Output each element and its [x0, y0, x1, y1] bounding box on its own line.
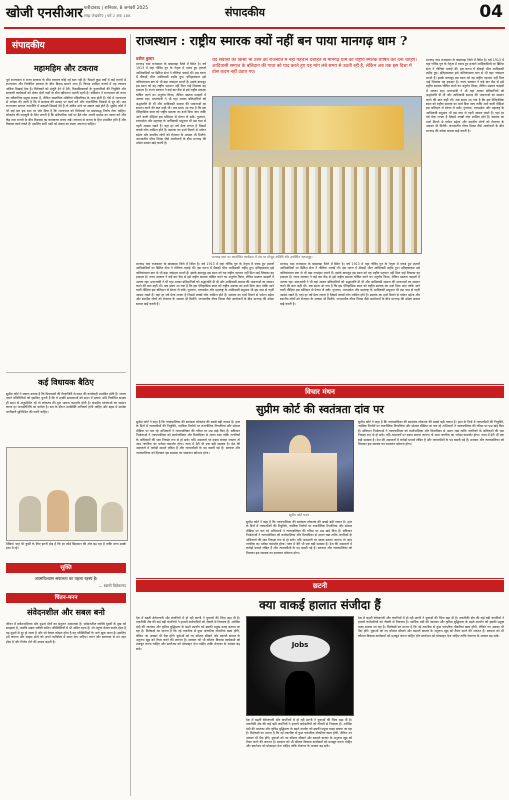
vichar-body-col3: सुप्रीम कोर्ट ने कहा है कि न्यायपालिका की स्वतंत्रता लोकतंत्र की सबसे बड़ी ताकत है। हाल के दिनों में न्यायाधीशों की नियुक्ति, न्यायिक निर्णयों पर राजनीतिक टिप्पणियां और सोशल मीडिया पर चल रहे अभियानों ने न्यायपालिका की गरिमा पर प्रश्न खड़े किए हैं। संविधान निर्माताओं ने न्यायपालिका को कार्यपालिका और विधायिका से अलग रखा ताकि नागरिकों के अधिकारों की रक्षा निष्पक्ष रूप से हो सके। यदि अदालतों पर दबाव बनाया जाएगा तो आम नागरिक का भरोसा कमजोर होगा। न्याय में देरी भी एक बड़ी समस्या है। देश की अदालतों में करोड़ों मामले लंबित हैं और न्यायाधीशों के पद खाली पड़े हैं। सरकार और न्यायपालिका को मिलकर इस समस्या का समाधान खोजना होगा।	[358, 420, 504, 447]
vichar-band-text: विचार मंथन	[305, 388, 335, 396]
chhatni-headline: क्या वाकई हालात संजीदा हैं	[259, 598, 381, 612]
main-body-col-bottom-a: मानगढ़ धाम राजस्थान के बांसवाड़ा जिले में स्थित है। वर्ष 1913 में यहां गोविंद गुरु के नेतृत्व में एकत्र हुए हजारों आदिवासियों पर ब्रिटिश सेना ने गोलियां चलाई थीं। इस घटना में सैकड़ों भील आदिवासी शहीद हुए। इतिहासकार इसे जलियांवाला बाग से भी बड़ा नरसंहार मानते हैं। इसके बावजूद इस स्थल को वह राष्ट्रीय पहचान नहीं मिल पाई जिसका वह हकदार है। राज्य सरकार ने कई बार केंद्र से इसे राष्ट्रीय स्मारक घोषित करने का अनुरोध किया, लेकिन प्रस्ताव फाइलों में अटका रहा। प्रधानमंत्री ने भी यहां आकर बलिदानियों को श्रद्धांजलि दी थी और आदिवासी समाज की भावनाओं का सम्मान करने की बात कही थी। अब समय आ गया है कि इस ऐतिहासिक स्थल को राष्ट्रीय स्मारक का दर्जा दिया जाए ताकि आने वाली पीढ़ियां इस बलिदान से प्रेरणा ले सकें। गुजरात, मध्यप्रदेश और महाराष्ट्र के आदिवासी समुदाय भी इस धाम से गहरी आस्था रखते हैं। यहां हर वर्ष मेला लगता है जिसमें लाखों लोग शामिल होते हैं। स्मारक का दर्जा मिलने से पर्यटन बढ़ेगा और स्थानीय लोगों को रोजगार के अवसर भी मिलेंगे। जनजातीय गौरव दिवस जैसे आयोजनों के बीच मानगढ़ की उपेक्षा सवाल खड़े करती है।	[136, 262, 274, 306]
dateline: फरीदाबाद | शनिवार, 8 जनवरी 2025	[84, 6, 149, 11]
masthead-rule	[4, 27, 505, 29]
page-number: 04	[479, 2, 503, 22]
cartoon-image	[6, 447, 128, 541]
chhatni-body-col3: देश में बढ़ती बेरोजगारी और कंपनियों में हो रही छंटनी ने युवाओं की चिंता बढ़ा दी है। तकनीकी क्षेत्र की कई बड़ी कंपनियों ने हजारों कर्मचारियों को नौकरी से निकाला है। आर्थिक मंदी की आशंका और कृत्रिम बुद्धिमत्ता के बढ़ते उपयोग को इसकी प्रमुख वजह बताया जा रहा है। विशेषज्ञों का मानना है कि नई तकनीक से कुछ पारंपरिक नौकरियां खत्म होंगी, लेकिन नए अवसर भी पैदा होंगे। युवाओं को नए कौशल सीखने और बदलते बाजार के अनुरूप खुद को तैयार करने की जरूरत है। सरकार को भी कौशल विकास कार्यक्रमों को मजबूत करना चाहिए और स्टार्टअप को प्रोत्साहन देना चाहिए ताकि रोजगार के अवसर बढ़ सकें।	[358, 616, 504, 638]
baithak-body: सुप्रीम कोर्ट ने सवाल उठाया है कि विधायकों की गैरहाजिरी से सदन की कार्यवाही प्रभावित होती है। जनता अपने प्रतिनिधियों को इसलिए चुनती है कि वे उनकी समस्याओं को सदन में उठाएं। यदि निर्वाचित सदस्य ही सदन से अनुपस्थित रहें तो लोकतंत्र की मूल भावना कमजोर होती है। संसदीय परंपराओं का सम्मान करना हर जनप्रतिनिधि का कर्तव्य है। सत्र के दौरान उपस्थिति अनिवार्य होनी चाहिए और बहस में सार्थक भागीदारी सुनिश्चित की जानी चाहिए।	[6, 392, 126, 414]
supreme-court-photo	[246, 420, 354, 512]
subline: सांझ लेखकीय | वर्ष 2 अंक 188	[84, 13, 131, 18]
quote-heading-text: सूक्ति	[60, 565, 72, 571]
section-label: संपादकीय	[225, 6, 266, 19]
chintan-title: संवेदनशील और सबल बनो	[27, 608, 105, 617]
chhatni-band-text: छटनी	[312, 582, 328, 590]
editorial-heading: संपादकीय	[12, 41, 45, 51]
chhatni-band	[136, 580, 504, 592]
editorial-heading-bar	[6, 38, 126, 54]
supreme-court-caption: सुप्रीम कोर्ट भवन	[288, 513, 310, 517]
vichar-band	[136, 386, 504, 398]
masthead	[0, 0, 509, 30]
main-intro: चंद सवालों का किसी भी उत्तर की राजनीति में नहीं पहचान देशहित से मानगढ़ धाम को राष्ट्रीय स्मारक घोषित कर देना चाहिए। आदिवासी समाज के बलिदान की गाथा को याद करते हुए यह मांग लंबे समय से उठती रही है, लेकिन अब तक इस दिशा में ठोस कदम नहीं उठाए गए।	[212, 58, 418, 75]
quote-author: — स्वामी विवेकानंद	[98, 583, 126, 588]
vichar-body-col1: सुप्रीम कोर्ट ने कहा है कि न्यायपालिका की स्वतंत्रता लोकतंत्र की सबसे बड़ी ताकत है। हाल के दिनों में न्यायाधीशों की नियुक्ति, न्यायिक निर्णयों पर राजनीतिक टिप्पणियां और सोशल मीडिया पर चल रहे अभियानों ने न्यायपालिका की गरिमा पर प्रश्न खड़े किए हैं। संविधान निर्माताओं ने न्यायपालिका को कार्यपालिका और विधायिका से अलग रखा ताकि नागरिकों के अधिकारों की रक्षा निष्पक्ष रूप से हो सके। यदि अदालतों पर दबाव बनाया जाएगा तो आम नागरिक का भरोसा कमजोर होगा। न्याय में देरी भी एक बड़ी समस्या है। देश की अदालतों में करोड़ों मामले लंबित हैं और न्यायाधीशों के पद खाली पड़े हैं। सरकार और न्यायपालिका को मिलकर इस समस्या का समाधान खोजना होगा।	[136, 420, 240, 455]
chintan-heading-text: चिंतन-मनन	[54, 595, 78, 601]
chintan-heading	[6, 593, 126, 603]
editorial-body: पूर्व राज्यपाल व राज्य सरकार के बीच टकराव कोई नई बात नहीं है। पिछले कुछ वर्षों में कई राज्यों में राज्यपाल और निर्वाचित सरकार के बीच विवाद सामने आए हैं। विपक्ष शासित राज्यों में यह टकराव अधिक दिखाई देता है। विधेयकों को मंजूरी देने में देरी, विश्वविद्यालयों के कुलपतियों की नियुक्ति और सरकारी कार्यक्रमों को लेकर दोनों पक्षों के बीच खींचतान चलती रहती है। संविधान ने राज्यपाल को राज्य का संवैधानिक प्रमुख बनाया है, लेकिन वास्तविक शक्तियां मंत्रिपरिषद के पास होती हैं। ऐसे में राज्यपाल से अपेक्षा की जाती है कि वे सरकार की सलाह पर कार्य करें और राजनीतिक विवादों से दूर रहें। जब राज्यपाल दलगत राजनीति में उलझते दिखाई देते हैं तो संघीय ढांचे पर सवाल खड़े होते हैं। सुप्रीम कोर्ट ने भी कई बार इस बात पर जोर दिया है कि राज्यपाल को विधेयकों पर समयबद्ध निर्णय लेना चाहिए। लोकतंत्र की मजबूती के लिए जरूरी है कि संवैधानिक पदों पर बैठे लोग अपनी मर्यादा का पालन करें और केंद्र तथा राज्यों के बीच विश्वास का वातावरण बनाए रखें। टकराव से जनता के हित प्रभावित होते हैं और विकास कार्य रुकते हैं। इसलिए सभी पक्षों को संवाद का रास्ता अपनाना चाहिए।	[6, 78, 126, 127]
baithak-title: कई विधायक बैठिए	[38, 378, 94, 387]
main-body-col-bottom-b: मानगढ़ धाम राजस्थान के बांसवाड़ा जिले में स्थित है। वर्ष 1913 में यहां गोविंद गुरु के नेतृत्व में एकत्र हुए हजारों आदिवासियों पर ब्रिटिश सेना ने गोलियां चलाई थीं। इस घटना में सैकड़ों भील आदिवासी शहीद हुए। इतिहासकार इसे जलियांवाला बाग से भी बड़ा नरसंहार मानते हैं। इसके बावजूद इस स्थल को वह राष्ट्रीय पहचान नहीं मिल पाई जिसका वह हकदार है। राज्य सरकार ने कई बार केंद्र से इसे राष्ट्रीय स्मारक घोषित करने का अनुरोध किया, लेकिन प्रस्ताव फाइलों में अटका रहा। प्रधानमंत्री ने भी यहां आकर बलिदानियों को श्रद्धांजलि दी थी और आदिवासी समाज की भावनाओं का सम्मान करने की बात कही थी। अब समय आ गया है कि इस ऐतिहासिक स्थल को राष्ट्रीय स्मारक का दर्जा दिया जाए ताकि आने वाली पीढ़ियां इस बलिदान से प्रेरणा ले सकें। गुजरात, मध्यप्रदेश और महाराष्ट्र के आदिवासी समुदाय भी इस धाम से गहरी आस्था रखते हैं। यहां हर वर्ष मेला लगता है जिसमें लाखों लोग शामिल होते हैं। स्मारक का दर्जा मिलने से पर्यटन बढ़ेगा और स्थानीय लोगों को रोजगार के अवसर भी मिलेंगे। जनजातीय गौरव दिवस जैसे आयोजनों के बीच मानगढ़ की उपेक्षा सवाल खड़े करती है।	[280, 262, 420, 306]
jobs-photo	[246, 616, 354, 716]
chhatni-body-under-photo: देश में बढ़ती बेरोजगारी और कंपनियों में हो रही छंटनी ने युवाओं की चिंता बढ़ा दी है। तकनीकी क्षेत्र की कई बड़ी कंपनियों ने हजारों कर्मचारियों को नौकरी से निकाला है। आर्थिक मंदी की आशंका और कृत्रिम बुद्धिमत्ता के बढ़ते उपयोग को इसकी प्रमुख वजह बताया जा रहा है। विशेषज्ञों का मानना है कि नई तकनीक से कुछ पारंपरिक नौकरियां खत्म होंगी, लेकिन नए अवसर भी पैदा होंगे। युवाओं को नए कौशल सीखने और बदलते बाजार के अनुरूप खुद को तैयार करने की जरूरत है। सरकार को भी कौशल विकास कार्यक्रमों को मजबूत करना चाहिए और स्टार्टअप को प्रोत्साहन देना चाहिए ताकि रोजगार के अवसर बढ़ सकें।	[246, 718, 352, 749]
editorial-title: महामहिम और टकराव	[34, 64, 98, 73]
vichar-headline: सुप्रीम कोर्ट की स्वतंत्रता दांव पर	[256, 403, 384, 416]
chintan-body: जीवन में संवेदनशीलता और दृढ़ता दोनों का संतुलन आवश्यक है। संवेदनशील व्यक्ति दूसरों के दुख को समझता है, जबकि सबल व्यक्ति कठिन परिस्थितियों में भी अडिग रहता है। जो मनुष्य केवल कठोर होता है वह दूसरों से दूर हो जाता है और जो केवल कोमल होता है वह परिस्थितियों के आगे झुक जाता है। इसलिए हमें करुणा और साहस दोनों को अपने व्यक्तित्व में स्थान देना चाहिए। ध्यान और स्वाध्याय से मन शांत होता है और निर्णय लेने की क्षमता बढ़ती है।	[6, 622, 126, 644]
quote-text: आत्मविश्वास सफलता का पहला रहस्य है।	[34, 576, 98, 581]
quote-heading	[6, 563, 126, 573]
logo: खोजी एनसीआर	[6, 6, 83, 21]
chhatni-body-col1: देश में बढ़ती बेरोजगारी और कंपनियों में हो रही छंटनी ने युवाओं की चिंता बढ़ा दी है। तकनीकी क्षेत्र की कई बड़ी कंपनियों ने हजारों कर्मचारियों को नौकरी से निकाला है। आर्थिक मंदी की आशंका और कृत्रिम बुद्धिमत्ता के बढ़ते उपयोग को इसकी प्रमुख वजह बताया जा रहा है। विशेषज्ञों का मानना है कि नई तकनीक से कुछ पारंपरिक नौकरियां खत्म होंगी, लेकिन नए अवसर भी पैदा होंगे। युवाओं को नए कौशल सीखने और बदलते बाजार के अनुरूप खुद को तैयार करने की जरूरत है। सरकार को भी कौशल विकास कार्यक्रमों को मजबूत करना चाहिए और स्टार्टअप को प्रोत्साहन देना चाहिए ताकि रोजगार के अवसर बढ़ सकें।	[136, 616, 240, 651]
main-body-col3: मानगढ़ धाम राजस्थान के बांसवाड़ा जिले में स्थित है। वर्ष 1913 में यहां गोविंद गुरु के नेतृत्व में एकत्र हुए हजारों आदिवासियों पर ब्रिटिश सेना ने गोलियां चलाई थीं। इस घटना में सैकड़ों भील आदिवासी शहीद हुए। इतिहासकार इसे जलियांवाला बाग से भी बड़ा नरसंहार मानते हैं। इसके बावजूद इस स्थल को वह राष्ट्रीय पहचान नहीं मिल पाई जिसका वह हकदार है। राज्य सरकार ने कई बार केंद्र से इसे राष्ट्रीय स्मारक घोषित करने का अनुरोध किया, लेकिन प्रस्ताव फाइलों में अटका रहा। प्रधानमंत्री ने भी यहां आकर बलिदानियों को श्रद्धांजलि दी थी और आदिवासी समाज की भावनाओं का सम्मान करने की बात कही थी। अब समय आ गया है कि इस ऐतिहासिक स्थल को राष्ट्रीय स्मारक का दर्जा दिया जाए ताकि आने वाली पीढ़ियां इस बलिदान से प्रेरणा ले सकें। गुजरात, मध्यप्रदेश और महाराष्ट्र के आदिवासी समुदाय भी इस धाम से गहरी आस्था रखते हैं। यहां हर वर्ष मेला लगता है जिसमें लाखों लोग शामिल होते हैं। स्मारक का दर्जा मिलने से पर्यटन बढ़ेगा और स्थानीय लोगों को रोजगार के अवसर भी मिलेंगे। जनजातीय गौरव दिवस जैसे आयोजनों के बीच मानगढ़ की उपेक्षा सवाल खड़े करती है।	[426, 58, 504, 133]
main-byline: प्रवीण कुमार	[136, 56, 154, 61]
main-photo-caption: मानगढ़ धाम पर आयोजित कार्यक्रम में मंच पर मौजूद अतिथि और उपस्थित जनसमूह।	[212, 255, 313, 259]
vichar-body-under-photo: सुप्रीम कोर्ट ने कहा है कि न्यायपालिका की स्वतंत्रता लोकतंत्र की सबसे बड़ी ताकत है। हाल के दिनों में न्यायाधीशों की नियुक्ति, न्यायिक निर्णयों पर राजनीतिक टिप्पणियां और सोशल मीडिया पर चल रहे अभियानों ने न्यायपालिका की गरिमा पर प्रश्न खड़े किए हैं। संविधान निर्माताओं ने न्यायपालिका को कार्यपालिका और विधायिका से अलग रखा ताकि नागरिकों के अधिकारों की रक्षा निष्पक्ष रूप से हो सके। यदि अदालतों पर दबाव बनाया जाएगा तो आम नागरिक का भरोसा कमजोर होगा। न्याय में देरी भी एक बड़ी समस्या है। देश की अदालतों में करोड़ों मामले लंबित हैं और न्यायाधीशों के पद खाली पड़े हैं। सरकार और न्यायपालिका को मिलकर इस समस्या का समाधान खोजना होगा।	[246, 520, 352, 555]
main-photo	[212, 96, 422, 254]
main-body-col1: मानगढ़ धाम राजस्थान के बांसवाड़ा जिले में स्थित है। वर्ष 1913 में यहां गोविंद गुरु के नेतृत्व में एकत्र हुए हजारों आदिवासियों पर ब्रिटिश सेना ने गोलियां चलाई थीं। इस घटना में सैकड़ों भील आदिवासी शहीद हुए। इतिहासकार इसे जलियांवाला बाग से भी बड़ा नरसंहार मानते हैं। इसके बावजूद इस स्थल को वह राष्ट्रीय पहचान नहीं मिल पाई जिसका वह हकदार है। राज्य सरकार ने कई बार केंद्र से इसे राष्ट्रीय स्मारक घोषित करने का अनुरोध किया, लेकिन प्रस्ताव फाइलों में अटका रहा। प्रधानमंत्री ने भी यहां आकर बलिदानियों को श्रद्धांजलि दी थी और आदिवासी समाज की भावनाओं का सम्मान करने की बात कही थी। अब समय आ गया है कि इस ऐतिहासिक स्थल को राष्ट्रीय स्मारक का दर्जा दिया जाए ताकि आने वाली पीढ़ियां इस बलिदान से प्रेरणा ले सकें। गुजरात, मध्यप्रदेश और महाराष्ट्र के आदिवासी समुदाय भी इस धाम से गहरी आस्था रखते हैं। यहां हर वर्ष मेला लगता है जिसमें लाखों लोग शामिल होते हैं। स्मारक का दर्जा मिलने से पर्यटन बढ़ेगा और स्थानीय लोगों को रोजगार के अवसर भी मिलेंगे। जनजातीय गौरव दिवस जैसे आयोजनों के बीच मानगढ़ की उपेक्षा सवाल खड़े करती है।	[136, 62, 206, 146]
cartoon-caption: देखिए! यहां भी कुर्सी के लिए इतनी होड़ है कि हर कोई सिंहासन की ओर बढ़ रहा है ताकि सत्ता उसके हाथ में रहे।	[6, 542, 126, 551]
main-headline: राजस्थान : राष्ट्रीय स्मारक क्यों नहीं बन पाया मानगढ़ धाम ?	[136, 33, 408, 48]
jobs-bubble-text: Jobs	[270, 635, 329, 662]
